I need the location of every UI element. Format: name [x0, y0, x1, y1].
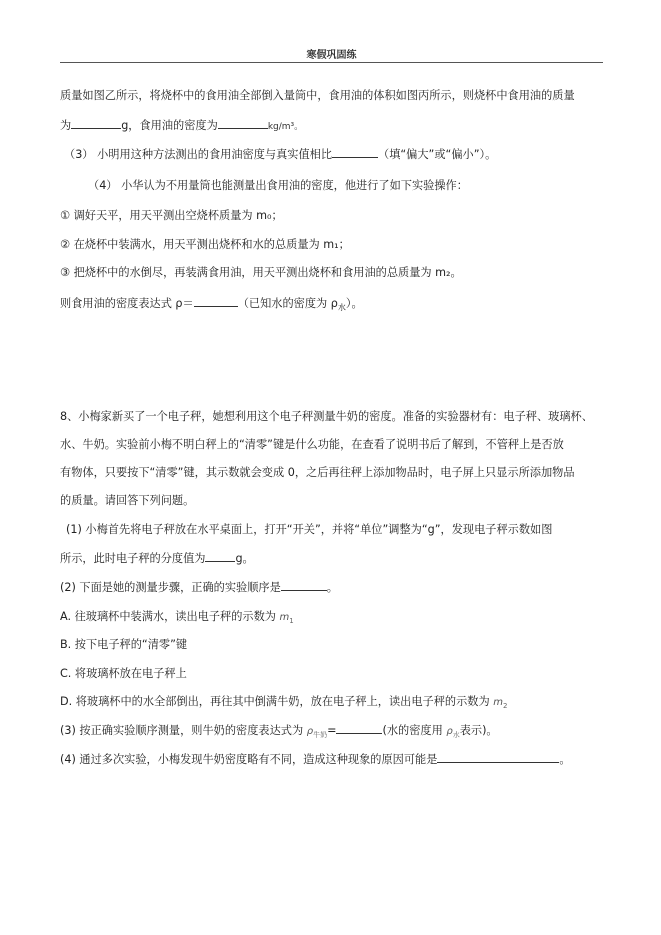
- q8-part-1-line-2: [60, 550, 254, 567]
- q7-step-3: ③ 把烧杯中的水倒尽，再装满食用油，用天平测出烧杯和食用油的总质量为 m₂。: [60, 266, 462, 279]
- q7-part-4-text: 小华认为不用量筒也能测量出食用油的密度，他进行了如下实验操作：: [121, 179, 468, 192]
- density-answer-blank[interactable]: [218, 117, 268, 129]
- q7-part-3-end: （填“偏大”或“偏小”）。: [378, 148, 497, 161]
- option-b: B. 按下电子秤的“清零”键: [60, 638, 188, 651]
- q8-part-3-text: (3) 按正确实验顺序测量，则牛奶的密度表达式为: [60, 724, 304, 737]
- page-header: 寒假巩固练: [306, 50, 357, 61]
- option-c: C. 将玻璃杯放在电子秤上: [60, 667, 187, 680]
- q7-line-2-mid: g，食用油的密度为: [121, 119, 218, 132]
- q7-step-2: ② 在烧杯中装满水，用天平测出烧杯和水的总质量为 m₁；: [60, 238, 350, 251]
- q8-part-1-unit: g。: [235, 552, 254, 565]
- option-d-m: m: [493, 697, 503, 708]
- water-subscript: 水: [337, 303, 346, 313]
- q7-line-1: 质量如图乙所示，将烧杯中的食用油全部倒入量筒中，食用油的体积如图丙所示，则烧杯中食用油的质量: [60, 89, 575, 102]
- scale-division-blank[interactable]: [205, 550, 235, 562]
- mass-answer-blank[interactable]: [71, 117, 121, 129]
- option-a-text: A. 往玻璃杯中装满水，读出电子秤的示数为: [60, 610, 276, 623]
- q7-part-4-num: （4）: [88, 179, 118, 192]
- q8-part-2-text: (2) 下面是她的测量步骤，正确的实验顺序是: [60, 581, 281, 594]
- order-answer-blank[interactable]: [281, 579, 327, 591]
- q7-expression: [60, 295, 363, 316]
- option-a-m: m: [279, 612, 290, 623]
- q8-paragraph-line-1: 8、小梅家新买了一个电子秤，她想利用这个电子秤测量牛奶的密度。准备的实验器材有：电子秤、玻璃杯、: [60, 410, 593, 423]
- bias-answer-blank[interactable]: [332, 146, 378, 158]
- option-d-text: D. 将玻璃杯中的水全部倒出，再往其中倒满牛奶，放在电子秤上，读出电子秤的示数为: [60, 695, 490, 708]
- header-divider: [60, 62, 603, 63]
- water-subscript-2: 水: [452, 731, 460, 740]
- density-unit: kg/m³。: [267, 122, 304, 132]
- q7-expression-close: ）。: [345, 297, 363, 310]
- option-a: [60, 609, 294, 629]
- q8-part-3-mid: (水的密度用: [382, 724, 443, 737]
- q7-part-3-text: 小明用这种方法测出的食用油密度与真实值相比: [97, 148, 333, 161]
- q7-part-4: [88, 178, 468, 194]
- q8-part-1-line-1: (1) 小梅首先将电子秤放在水平桌面上，打开“开关”，并将“单位”调整为“g”，发现电子秤示数如图: [66, 523, 553, 536]
- milk-subscript: 牛奶: [313, 731, 328, 740]
- rho-water-symbol: ρ: [446, 726, 453, 737]
- q8-paragraph-line-3: 有物体，只要按下“清零”键，其示数就会变成 0，之后再往秤上添加物品时，电子屏上只显示所添加物品: [60, 466, 575, 479]
- q8-part-3: [60, 722, 498, 743]
- q7-part-3: [64, 146, 496, 163]
- q8-part-3-end: 表示)。: [459, 724, 498, 737]
- q7-part-3-num: （3）: [64, 148, 94, 161]
- reason-answer-blank[interactable]: [437, 751, 559, 763]
- q8-paragraph-line-2: 水、牛奶。实验前小梅不明白秤上的“清零”键是什么功能，在查看了说明书后了解到，不管秤上是否放: [60, 438, 564, 451]
- rho-milk-symbol: ρ: [306, 726, 314, 737]
- q8-part-4: [60, 751, 571, 768]
- milk-density-expression-blank[interactable]: [336, 722, 382, 734]
- q7-line-2-pre: 为: [60, 119, 72, 132]
- q8-part-1-text: 所示，此时电子秤的分度值为: [60, 552, 206, 565]
- oil-density-expression-blank[interactable]: [194, 295, 238, 307]
- q7-step-1: ① 调好天平，用天平测出空烧杯质量为 m₀；: [60, 209, 283, 222]
- option-a-subscript: 1: [289, 617, 294, 626]
- option-d: [60, 694, 507, 714]
- q7-expression-end: （已知水的密度为 ρ: [237, 297, 338, 310]
- q8-part-2-end: 。: [326, 581, 338, 594]
- q8-part-4-text: (4) 通过多次实验，小梅发现牛奶密度略有不同，造成这种现象的原因可能是: [60, 753, 438, 766]
- q7-expression-pre: 则食用油的密度表达式 ρ＝: [60, 297, 194, 310]
- q8-part-2: [60, 579, 338, 596]
- q8-paragraph-line-4: 的质量。请回答下列问题。: [60, 494, 195, 507]
- q7-line-2: [60, 117, 303, 135]
- option-d-subscript: 2: [502, 702, 508, 711]
- q8-part-3-eq: =: [327, 724, 337, 737]
- q8-part-4-end: 。: [559, 753, 571, 766]
